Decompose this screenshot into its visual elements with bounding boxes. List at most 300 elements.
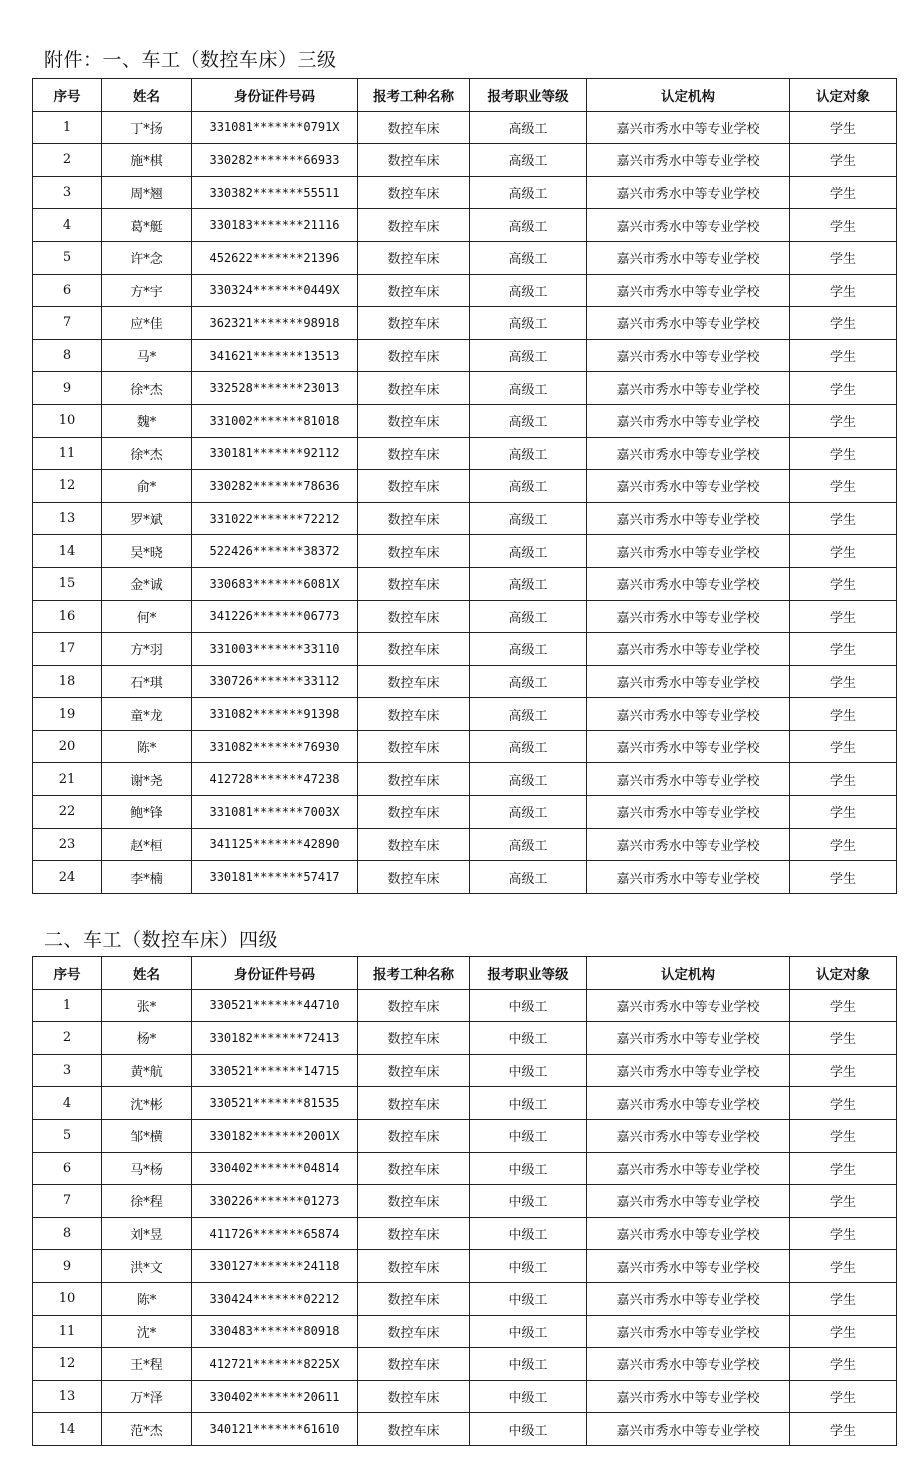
cell-index: 8 [33, 339, 102, 372]
table-row [33, 861, 897, 894]
column-header: 报考工种名称 [358, 79, 470, 112]
cell-trade: 数控车床 [358, 796, 470, 829]
cell-trade: 数控车床 [358, 437, 470, 470]
cell-level: 高级工 [470, 144, 587, 177]
cell-target: 学生 [790, 861, 897, 894]
cell-level: 中级工 [470, 1250, 587, 1283]
cell-target: 学生 [790, 1054, 897, 1087]
cell-id-number: 330181*******57417 [192, 861, 358, 894]
table-row [33, 111, 897, 144]
cell-trade: 数控车床 [358, 1119, 470, 1152]
cell-name: 沈*彬 [102, 1087, 192, 1120]
table-row [33, 828, 897, 861]
cell-name: 金*诚 [102, 567, 192, 600]
cell-target: 学生 [790, 1250, 897, 1283]
cell-id-number: 330521*******44710 [192, 989, 358, 1022]
cell-index: 16 [33, 600, 102, 633]
cell-id-number: 330282*******78636 [192, 470, 358, 503]
cell-trade: 数控车床 [358, 1217, 470, 1250]
cell-id-number: 330181*******92112 [192, 437, 358, 470]
cell-level: 高级工 [470, 600, 587, 633]
cell-target: 学生 [790, 633, 897, 666]
cell-target: 学生 [790, 1217, 897, 1250]
cell-index: 7 [33, 1185, 102, 1218]
cell-target: 学生 [790, 1119, 897, 1152]
cell-id-number: 330683*******6081X [192, 567, 358, 600]
column-header: 认定对象 [790, 79, 897, 112]
table-row [33, 1217, 897, 1250]
cell-index: 1 [33, 111, 102, 144]
cell-trade: 数控车床 [358, 1413, 470, 1446]
cell-id-number: 330483*******80918 [192, 1315, 358, 1348]
cell-name: 陈* [102, 1282, 192, 1315]
cell-institution: 嘉兴市秀水中等专业学校 [587, 861, 790, 894]
cell-institution: 嘉兴市秀水中等专业学校 [587, 1185, 790, 1218]
cell-institution: 嘉兴市秀水中等专业学校 [587, 989, 790, 1022]
table-row [33, 307, 897, 340]
cell-index: 5 [33, 1119, 102, 1152]
cell-index: 12 [33, 470, 102, 503]
cell-level: 高级工 [470, 176, 587, 209]
cell-name: 陈* [102, 730, 192, 763]
cell-institution: 嘉兴市秀水中等专业学校 [587, 1282, 790, 1315]
cell-target: 学生 [790, 307, 897, 340]
cell-index: 23 [33, 828, 102, 861]
table-row [33, 1119, 897, 1152]
table-row [33, 1152, 897, 1185]
cell-name: 沈* [102, 1315, 192, 1348]
table-row [33, 633, 897, 666]
cell-institution: 嘉兴市秀水中等专业学校 [587, 339, 790, 372]
cell-target: 学生 [790, 470, 897, 503]
cell-institution: 嘉兴市秀水中等专业学校 [587, 470, 790, 503]
cell-name: 刘*昱 [102, 1217, 192, 1250]
table-row [33, 1022, 897, 1055]
cell-index: 11 [33, 1315, 102, 1348]
cell-trade: 数控车床 [358, 144, 470, 177]
cell-target: 学生 [790, 828, 897, 861]
cell-institution: 嘉兴市秀水中等专业学校 [587, 535, 790, 568]
cell-index: 5 [33, 241, 102, 274]
cell-index: 20 [33, 730, 102, 763]
cell-name: 何* [102, 600, 192, 633]
table-row [33, 600, 897, 633]
cell-target: 学生 [790, 111, 897, 144]
cell-trade: 数控车床 [358, 698, 470, 731]
cell-name: 罗*斌 [102, 502, 192, 535]
cell-name: 王*程 [102, 1348, 192, 1381]
cell-institution: 嘉兴市秀水中等专业学校 [587, 1119, 790, 1152]
table-row [33, 665, 897, 698]
cell-id-number: 330282*******66933 [192, 144, 358, 177]
cell-id-number: 330424*******02212 [192, 1282, 358, 1315]
cell-index: 24 [33, 861, 102, 894]
table-row [33, 763, 897, 796]
cell-institution: 嘉兴市秀水中等专业学校 [587, 1413, 790, 1446]
cell-target: 学生 [790, 600, 897, 633]
cell-level: 高级工 [470, 470, 587, 503]
cell-institution: 嘉兴市秀水中等专业学校 [587, 274, 790, 307]
cell-id-number: 332528*******23013 [192, 372, 358, 405]
cell-id-number: 330182*******72413 [192, 1022, 358, 1055]
cell-target: 学生 [790, 274, 897, 307]
table-row [33, 796, 897, 829]
column-header: 姓名 [102, 957, 192, 990]
section-title-2: 二、车工（数控车床）四级 [44, 929, 279, 951]
cell-name: 石*琪 [102, 665, 192, 698]
cell-level: 高级工 [470, 502, 587, 535]
cell-name: 应*佳 [102, 307, 192, 340]
cell-id-number: 412728*******47238 [192, 763, 358, 796]
cell-trade: 数控车床 [358, 372, 470, 405]
cell-id-number: 341125*******42890 [192, 828, 358, 861]
cell-target: 学生 [790, 763, 897, 796]
cell-trade: 数控车床 [358, 111, 470, 144]
cell-trade: 数控车床 [358, 828, 470, 861]
cell-level: 高级工 [470, 730, 587, 763]
column-header: 认定机构 [587, 957, 790, 990]
cell-index: 4 [33, 209, 102, 242]
table-row [33, 144, 897, 177]
cell-trade: 数控车床 [358, 535, 470, 568]
cell-institution: 嘉兴市秀水中等专业学校 [587, 763, 790, 796]
cell-trade: 数控车床 [358, 989, 470, 1022]
cell-id-number: 331082*******91398 [192, 698, 358, 731]
cell-index: 11 [33, 437, 102, 470]
cell-trade: 数控车床 [358, 1348, 470, 1381]
cell-level: 高级工 [470, 665, 587, 698]
cell-institution: 嘉兴市秀水中等专业学校 [587, 437, 790, 470]
table-row [33, 1087, 897, 1120]
cell-name: 徐*杰 [102, 372, 192, 405]
cell-trade: 数控车床 [358, 1152, 470, 1185]
cell-id-number: 330382*******55511 [192, 176, 358, 209]
cell-level: 高级工 [470, 535, 587, 568]
cell-trade: 数控车床 [358, 470, 470, 503]
cell-institution: 嘉兴市秀水中等专业学校 [587, 1315, 790, 1348]
cell-id-number: 331081*******7003X [192, 796, 358, 829]
cell-target: 学生 [790, 176, 897, 209]
cell-id-number: 330402*******20611 [192, 1380, 358, 1413]
cell-index: 15 [33, 567, 102, 600]
cell-name: 方*宇 [102, 274, 192, 307]
cell-name: 张* [102, 989, 192, 1022]
cell-index: 14 [33, 1413, 102, 1446]
cell-trade: 数控车床 [358, 633, 470, 666]
cell-index: 7 [33, 307, 102, 340]
cell-target: 学生 [790, 989, 897, 1022]
cell-index: 6 [33, 274, 102, 307]
table-row [33, 437, 897, 470]
cell-trade: 数控车床 [358, 600, 470, 633]
cell-id-number: 331002*******81018 [192, 404, 358, 437]
cell-institution: 嘉兴市秀水中等专业学校 [587, 796, 790, 829]
cell-id-number: 330183*******21116 [192, 209, 358, 242]
table-row [33, 241, 897, 274]
table-header-row [33, 79, 897, 112]
cell-level: 高级工 [470, 209, 587, 242]
cell-institution: 嘉兴市秀水中等专业学校 [587, 502, 790, 535]
cell-level: 中级工 [470, 1413, 587, 1446]
cell-trade: 数控车床 [358, 209, 470, 242]
table-row [33, 1413, 897, 1446]
cell-id-number: 330226*******01273 [192, 1185, 358, 1218]
cell-level: 高级工 [470, 339, 587, 372]
cell-name: 吴*晓 [102, 535, 192, 568]
cell-trade: 数控车床 [358, 1315, 470, 1348]
cell-id-number: 330521*******14715 [192, 1054, 358, 1087]
cell-level: 中级工 [470, 989, 587, 1022]
cell-index: 10 [33, 1282, 102, 1315]
cell-id-number: 411726*******65874 [192, 1217, 358, 1250]
cell-id-number: 330402*******04814 [192, 1152, 358, 1185]
cell-index: 12 [33, 1348, 102, 1381]
column-header: 姓名 [102, 79, 192, 112]
cell-target: 学生 [790, 372, 897, 405]
cell-target: 学生 [790, 144, 897, 177]
cell-id-number: 330182*******2001X [192, 1119, 358, 1152]
cell-name: 邹*横 [102, 1119, 192, 1152]
cell-index: 1 [33, 989, 102, 1022]
cell-target: 学生 [790, 502, 897, 535]
cell-target: 学生 [790, 567, 897, 600]
cell-level: 中级工 [470, 1022, 587, 1055]
cell-index: 22 [33, 796, 102, 829]
cell-name: 赵*桓 [102, 828, 192, 861]
column-header: 身份证件号码 [192, 957, 358, 990]
table-row [33, 470, 897, 503]
cell-index: 4 [33, 1087, 102, 1120]
cell-id-number: 522426*******38372 [192, 535, 358, 568]
cell-trade: 数控车床 [358, 1022, 470, 1055]
cell-trade: 数控车床 [358, 1282, 470, 1315]
cell-name: 魏* [102, 404, 192, 437]
table-row [33, 176, 897, 209]
roster-table-2 [32, 956, 897, 1446]
cell-trade: 数控车床 [358, 274, 470, 307]
cell-target: 学生 [790, 796, 897, 829]
cell-institution: 嘉兴市秀水中等专业学校 [587, 307, 790, 340]
cell-index: 10 [33, 404, 102, 437]
table-row [33, 730, 897, 763]
cell-institution: 嘉兴市秀水中等专业学校 [587, 828, 790, 861]
cell-name: 杨* [102, 1022, 192, 1055]
cell-institution: 嘉兴市秀水中等专业学校 [587, 372, 790, 405]
cell-index: 17 [33, 633, 102, 666]
cell-institution: 嘉兴市秀水中等专业学校 [587, 1022, 790, 1055]
cell-index: 3 [33, 176, 102, 209]
cell-id-number: 330324*******0449X [192, 274, 358, 307]
table-header-row [33, 957, 897, 990]
cell-institution: 嘉兴市秀水中等专业学校 [587, 1250, 790, 1283]
cell-level: 高级工 [470, 633, 587, 666]
cell-level: 高级工 [470, 796, 587, 829]
cell-institution: 嘉兴市秀水中等专业学校 [587, 111, 790, 144]
cell-target: 学生 [790, 1315, 897, 1348]
cell-name: 鲍*锋 [102, 796, 192, 829]
cell-target: 学生 [790, 209, 897, 242]
cell-institution: 嘉兴市秀水中等专业学校 [587, 1087, 790, 1120]
column-header: 序号 [33, 79, 102, 112]
cell-level: 中级工 [470, 1087, 587, 1120]
section-title-1: 附件：一、车工（数控车床）三级 [44, 49, 337, 71]
cell-level: 中级工 [470, 1282, 587, 1315]
cell-trade: 数控车床 [358, 665, 470, 698]
cell-name: 马* [102, 339, 192, 372]
cell-institution: 嘉兴市秀水中等专业学校 [587, 600, 790, 633]
table-row [33, 1282, 897, 1315]
column-header: 报考工种名称 [358, 957, 470, 990]
table-row [33, 567, 897, 600]
cell-level: 高级工 [470, 404, 587, 437]
table-row [33, 1250, 897, 1283]
cell-level: 中级工 [470, 1217, 587, 1250]
cell-institution: 嘉兴市秀水中等专业学校 [587, 404, 790, 437]
cell-level: 高级工 [470, 241, 587, 274]
cell-id-number: 331022*******72212 [192, 502, 358, 535]
cell-level: 高级工 [470, 698, 587, 731]
cell-trade: 数控车床 [358, 861, 470, 894]
cell-name: 马*杨 [102, 1152, 192, 1185]
table-row [33, 274, 897, 307]
cell-name: 黄*航 [102, 1054, 192, 1087]
cell-name: 施*棋 [102, 144, 192, 177]
cell-id-number: 340121*******61610 [192, 1413, 358, 1446]
cell-institution: 嘉兴市秀水中等专业学校 [587, 1152, 790, 1185]
cell-level: 中级工 [470, 1348, 587, 1381]
table-row [33, 372, 897, 405]
cell-index: 21 [33, 763, 102, 796]
cell-name: 徐*杰 [102, 437, 192, 470]
cell-name: 俞* [102, 470, 192, 503]
table-row [33, 404, 897, 437]
table-row [33, 1380, 897, 1413]
cell-id-number: 331082*******76930 [192, 730, 358, 763]
cell-institution: 嘉兴市秀水中等专业学校 [587, 144, 790, 177]
cell-index: 9 [33, 372, 102, 405]
cell-index: 2 [33, 1022, 102, 1055]
cell-level: 高级工 [470, 307, 587, 340]
column-header: 序号 [33, 957, 102, 990]
cell-level: 高级工 [470, 861, 587, 894]
cell-id-number: 331003*******33110 [192, 633, 358, 666]
cell-target: 学生 [790, 1152, 897, 1185]
cell-index: 13 [33, 1380, 102, 1413]
cell-name: 周*翘 [102, 176, 192, 209]
column-header: 身份证件号码 [192, 79, 358, 112]
cell-target: 学生 [790, 1348, 897, 1381]
cell-trade: 数控车床 [358, 1380, 470, 1413]
cell-trade: 数控车床 [358, 730, 470, 763]
cell-target: 学生 [790, 698, 897, 731]
cell-level: 高级工 [470, 567, 587, 600]
cell-institution: 嘉兴市秀水中等专业学校 [587, 698, 790, 731]
cell-target: 学生 [790, 1022, 897, 1055]
cell-level: 高级工 [470, 111, 587, 144]
cell-target: 学生 [790, 1185, 897, 1218]
cell-index: 8 [33, 1217, 102, 1250]
cell-target: 学生 [790, 437, 897, 470]
cell-institution: 嘉兴市秀水中等专业学校 [587, 1380, 790, 1413]
cell-name: 方*羽 [102, 633, 192, 666]
cell-target: 学生 [790, 1413, 897, 1446]
cell-institution: 嘉兴市秀水中等专业学校 [587, 1054, 790, 1087]
cell-institution: 嘉兴市秀水中等专业学校 [587, 665, 790, 698]
table-row [33, 989, 897, 1022]
cell-level: 中级工 [470, 1380, 587, 1413]
column-header: 报考职业等级 [470, 957, 587, 990]
cell-name: 万*泽 [102, 1380, 192, 1413]
table-row [33, 339, 897, 372]
table-row [33, 1054, 897, 1087]
cell-id-number: 341226*******06773 [192, 600, 358, 633]
cell-level: 中级工 [470, 1315, 587, 1348]
cell-trade: 数控车床 [358, 339, 470, 372]
cell-id-number: 341621*******13513 [192, 339, 358, 372]
cell-trade: 数控车床 [358, 241, 470, 274]
cell-trade: 数控车床 [358, 1054, 470, 1087]
cell-id-number: 330726*******33112 [192, 665, 358, 698]
cell-name: 谢*尧 [102, 763, 192, 796]
cell-level: 中级工 [470, 1152, 587, 1185]
cell-name: 许*念 [102, 241, 192, 274]
cell-trade: 数控车床 [358, 502, 470, 535]
cell-id-number: 330127*******24118 [192, 1250, 358, 1283]
cell-level: 高级工 [470, 437, 587, 470]
cell-institution: 嘉兴市秀水中等专业学校 [587, 209, 790, 242]
cell-institution: 嘉兴市秀水中等专业学校 [587, 567, 790, 600]
cell-target: 学生 [790, 730, 897, 763]
cell-target: 学生 [790, 1380, 897, 1413]
cell-name: 徐*程 [102, 1185, 192, 1218]
cell-institution: 嘉兴市秀水中等专业学校 [587, 176, 790, 209]
table-row [33, 698, 897, 731]
cell-trade: 数控车床 [358, 567, 470, 600]
cell-trade: 数控车床 [358, 1185, 470, 1218]
cell-target: 学生 [790, 339, 897, 372]
cell-id-number: 412721*******8225X [192, 1348, 358, 1381]
cell-target: 学生 [790, 665, 897, 698]
cell-name: 洪*文 [102, 1250, 192, 1283]
cell-institution: 嘉兴市秀水中等专业学校 [587, 633, 790, 666]
cell-level: 中级工 [470, 1054, 587, 1087]
column-header: 报考职业等级 [470, 79, 587, 112]
cell-index: 18 [33, 665, 102, 698]
cell-name: 葛*艇 [102, 209, 192, 242]
cell-index: 3 [33, 1054, 102, 1087]
cell-target: 学生 [790, 404, 897, 437]
cell-id-number: 330521*******81535 [192, 1087, 358, 1120]
cell-name: 范*杰 [102, 1413, 192, 1446]
cell-trade: 数控车床 [358, 307, 470, 340]
table-row [33, 1348, 897, 1381]
cell-level: 中级工 [470, 1185, 587, 1218]
cell-institution: 嘉兴市秀水中等专业学校 [587, 1217, 790, 1250]
cell-id-number: 331081*******0791X [192, 111, 358, 144]
cell-index: 19 [33, 698, 102, 731]
cell-index: 14 [33, 535, 102, 568]
cell-target: 学生 [790, 1282, 897, 1315]
column-header: 认定机构 [587, 79, 790, 112]
cell-index: 9 [33, 1250, 102, 1283]
cell-institution: 嘉兴市秀水中等专业学校 [587, 1348, 790, 1381]
cell-name: 李*楠 [102, 861, 192, 894]
cell-trade: 数控车床 [358, 1087, 470, 1120]
cell-trade: 数控车床 [358, 176, 470, 209]
cell-level: 高级工 [470, 828, 587, 861]
cell-target: 学生 [790, 241, 897, 274]
cell-target: 学生 [790, 1087, 897, 1120]
